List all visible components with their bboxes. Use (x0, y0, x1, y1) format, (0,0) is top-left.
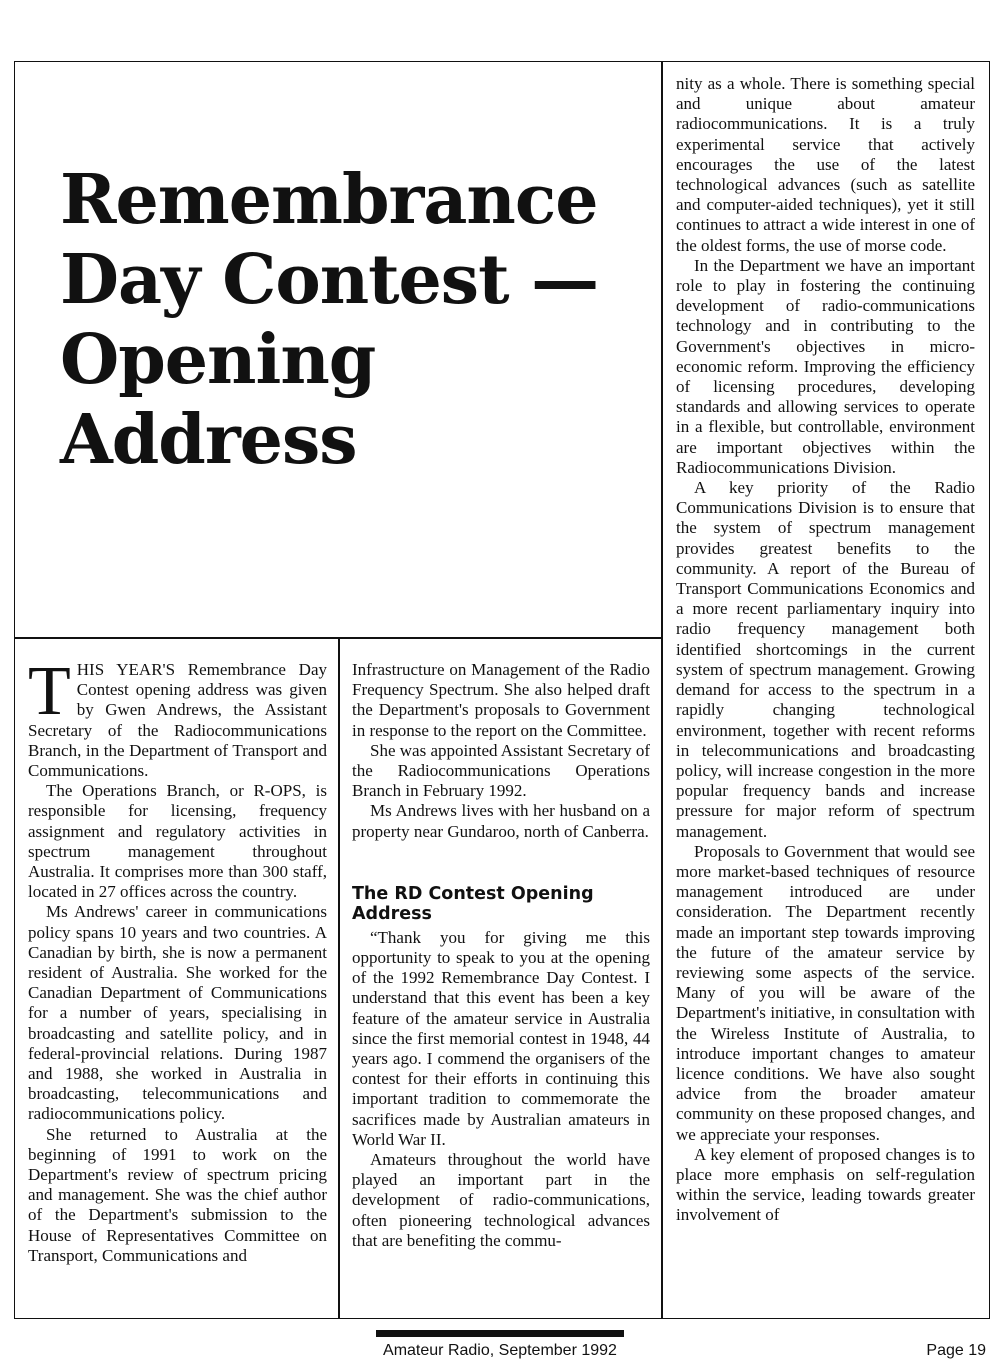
paragraph: A key priority of the Radio Communications Division is to ensure that the system of spectrum management provides greatest benefits to the community. A report of the Bureau of Transport Communications Economics and a more recent parliamentary inquiry into radio frequency management both identified shortcomings in the current system of spectrum management. Growing demand for access to the spectrum in a rapidly changing technological environment, together with recent reforms in telecommunications and broadcasting policy, will increase congestion in the more popular frequency bands and increase pressure for major reform of spectrum management. (676, 478, 975, 841)
paragraph: Amateurs throughout the world have played an important part in the development of radio-communications, often pioneering technological advances that are benefiting the commu- (352, 1150, 650, 1250)
paragraph: nity as a whole. There is something special and unique about amateur radiocommunications. It is a truly experimental service that actively encourages the use of the latest technological advances (such as satellite and computer-aided techniques), yet it still continues to attract a wide interest in one of the oldest forms, the use of morse code. (676, 74, 975, 255)
paragraph: She returned to Australia at the beginning of 1991 to work on the Department's review of spectrum pricing and management. She was the chief author of the Department's submission to the House of Representatives Committee on Transport, Communications and (28, 1124, 327, 1265)
paragraph: She was appointed Assistant Secretary of the Radiocommunications Operations Branch in February 1992. (352, 740, 650, 801)
section-heading: The RD Contest Opening Address (352, 883, 594, 924)
intro-text: HIS YEAR'S Remembrance Day Contest opening address was given by Gwen Andrews, the Assistant Secretary of the Radiocommunications Branch, in the Department of Transport and Communications. (28, 660, 327, 781)
column-rule-right (661, 61, 663, 1319)
paragraph: The Operations Branch, or R-OPS, is responsible for licensing, frequency assignment and regulatory activities in spectrum management throughout Australia. It comprises more than 300 staff, located in 27 offices across the country. (28, 781, 327, 902)
paragraph: “Thank you for giving me this opportunity to speak to you at the opening of the 1992 Remembrance Day Contest. I understand that this event has been a key feature of the amateur service in Australia since the first memorial contest in 1948, 44 years ago. I commend the organisers of the contest for their efforts in continuing this important tradition to commemorate the sacrifices made by Australian amateurs in World War II. (352, 927, 650, 1149)
paragraph: Infrastructure on Management of the Radio Frequency Spectrum. She also helped draft the Department's proposals to Government in response to the report on the Committee. (352, 660, 650, 740)
paragraph: Ms Andrews' career in communications policy spans 10 years and two countries. A Canadian by birth, she is now a permanent resident of Australia. She worked for the Canadian Department of Communications for a number of years, specialising in broadcasting and satellite policy, and in federal-provincial relations. During 1987 and 1988, she worked in Australia in broadcasting, telecommunications and radiocommunications policy. (28, 902, 327, 1124)
paragraph: In the Department we have an important role to play in fostering the continuing development of radio-communications technology and in contributing to the Government's objectives in micro-economic reform. Improving the efficiency of licensing procedures, developing standards and allowing services to operate in a flexible, but controllable, environment are important objectives within the Radiocommunications Division. (676, 255, 975, 477)
intro-paragraph (28, 660, 327, 781)
footer-bar (376, 1330, 624, 1337)
paragraph: Ms Andrews lives with her husband on a property near Gundaroo, north of Canberra. (352, 801, 650, 841)
page-number: Page 19 (926, 1342, 986, 1359)
column-2 (352, 660, 650, 1312)
footer-publication: Amateur Radio, September 1992 (383, 1342, 617, 1359)
column-1 (28, 660, 327, 1312)
column-3 (676, 74, 975, 1312)
column-rule-left (338, 637, 340, 1319)
drop-cap: T (28, 660, 71, 730)
article-title: Remembrance Day Contest — Opening Address (60, 160, 599, 480)
paragraph: A key element of proposed changes is to place more emphasis on self-regulation within the service, leading towards greater involvement of (676, 1144, 975, 1225)
paragraph: Proposals to Government that would see more market-based techniques of resource management introduced are under consideration. The Department recently made an important step towards improving the future of the amateur service by reviewing some aspects of the service. Many of you will be aware of the Department's initiative, in consultation with the Wireless Institute of Australia, to introduce important changes to amateur licence conditions. We have also sought advice from the broader amateur community on these proposed changes, and we appreciate your responses. (676, 841, 975, 1144)
